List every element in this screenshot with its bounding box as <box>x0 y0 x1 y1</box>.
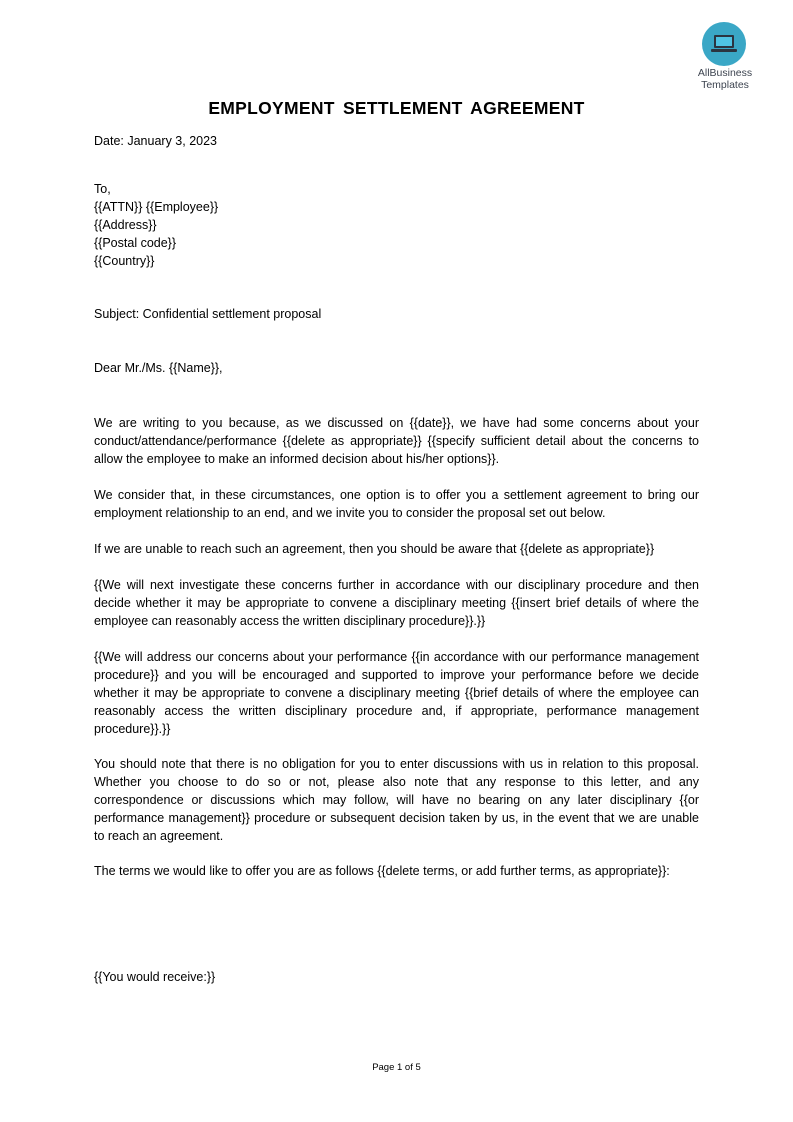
paragraph-unable-to-agree: If we are unable to reach such an agreement, then you should be aware that {{delete as appropriate}} <box>94 542 655 556</box>
receive-line: {{You would receive:}} <box>94 970 216 984</box>
address-to: To, <box>94 182 111 196</box>
address-postal-code: {{Postal code}} <box>94 236 177 250</box>
paragraph-performance-option: {{We will address our concerns about your performance {{in accordance with our performance management procedure}} and you will be encouraged and supported to improve your performance before we decide whether it may be appropriate to convene a disciplinary meeting {{brief details of where the employee can reasonably access the written disciplinary procedure and, if appropriate, performance management procedure}}.}} <box>94 650 699 736</box>
paragraph-disciplinary-option: {{We will next investigate these concerns further in accordance with our disciplinary procedure and then decide whether it may be appropriate to convene a disciplinary meeting {{insert brief details of where the employee can reasonably access the written disciplinary procedure}}.}} <box>94 578 699 628</box>
logo-badge <box>702 22 746 66</box>
paragraph-terms: The terms we would like to offer you are as follows {{delete terms, or add further terms, as appropriate}}: <box>94 864 670 878</box>
date-line: Date: January 3, 2023 <box>94 134 217 148</box>
address-street: {{Address}} <box>94 218 157 232</box>
logo-line-1: AllBusiness <box>697 67 753 79</box>
paragraph-no-obligation: You should note that there is no obligation for you to enter discussions with us in relation to this proposal. Whether you choose to do so or not, please also note that any response to this letter, and any correspondence or discussions which may follow, will have no bearing on any later disciplinary {{or performance management}} procedure or subsequent decision taken by us, in the event that we are unable to reach an agreement. <box>94 757 699 843</box>
address-country: {{Country}} <box>94 254 155 268</box>
logo-text <box>690 67 760 91</box>
address-attn-employee: {{ATTN}} {{Employee}} <box>94 200 219 214</box>
page-number: Page 1 of 5 <box>372 1062 421 1073</box>
salutation: Dear Mr./Ms. {{Name}}, <box>94 361 223 375</box>
paragraph-concerns: We are writing to you because, as we discussed on {{date}}, we have had some concerns about your conduct/attendance/performance {{delete as appropriate}} {{specify sufficient detail about the concerns to allow the employee to make an informed decision about his/her options}}. <box>94 416 699 466</box>
laptop-icon <box>711 34 737 54</box>
document-title: EMPLOYMENT SETTLEMENT AGREEMENT <box>208 98 585 118</box>
logo-line-2: Templates <box>701 79 749 91</box>
paragraph-settlement-option: We consider that, in these circumstances, one option is to offer you a settlement agreement to bring our employment relationship to an end, and we invite you to consider the proposal set out below. <box>94 488 699 520</box>
allbusiness-templates-logo <box>690 22 760 94</box>
subject-line: Subject: Confidential settlement proposal <box>94 307 322 321</box>
